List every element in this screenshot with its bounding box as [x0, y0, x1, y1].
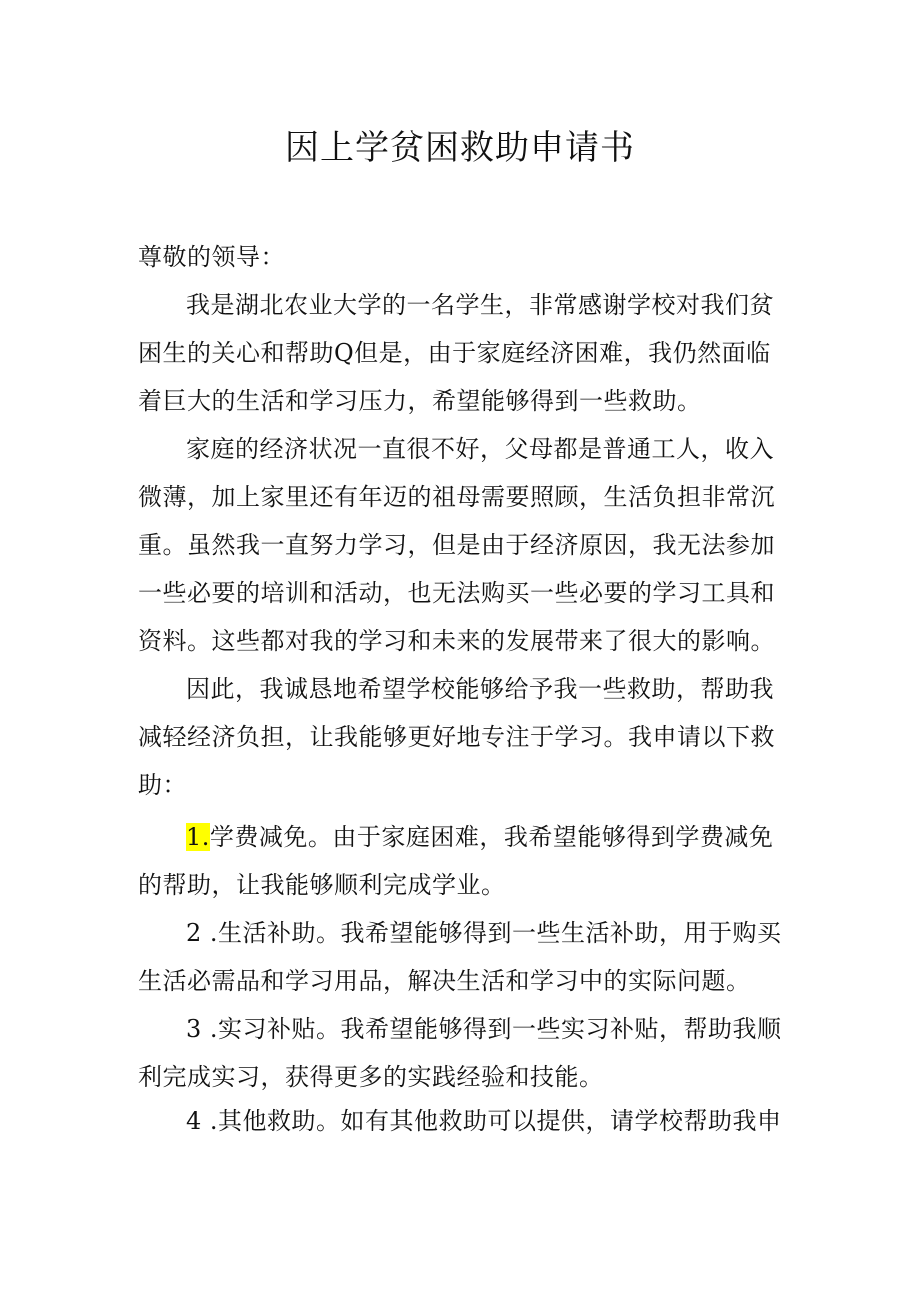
paragraph-2-line-1: 家庭的经济状况一直很不好，父母都是普通工人，收入 — [186, 435, 774, 463]
document-title: 因上学贫困救助申请书 — [285, 128, 635, 168]
list-item-text: 学费减免。由于家庭困难，我希望能够得到学费减免 — [209, 823, 774, 851]
paragraph-3-line-1: 因此，我诚恳地希望学校能够给予我一些救助，帮助我 — [186, 675, 774, 703]
paragraph-2-line-5: 资料。这些都对我的学习和未来的发展带来了很大的影响。 — [138, 627, 775, 655]
paragraph-1-line-1: 我是湖北农业大学的一名学生，非常感谢学校对我们贫 — [186, 291, 774, 319]
list-item-1-line-1 — [138, 820, 788, 854]
salutation: 尊敬的领导： — [138, 243, 285, 271]
paragraph-3-line-2: 减轻经济负担，让我能够更好地专注于学习。我申请以下救 — [138, 723, 775, 751]
paragraph-1-line-2: 困生的关心和帮助Q但是，由于家庭经济困难，我仍然面临 — [138, 339, 771, 367]
list-item-2-line-2: 生活必需品和学习用品，解决生活和学习中的实际问题。 — [138, 967, 751, 995]
list-item-number: 2 . — [186, 919, 219, 947]
list-item-number: 3 . — [186, 1015, 219, 1043]
paragraph-2-line-2: 微薄，加上家里还有年迈的祖母需要照顾，生活负担非常沉 — [138, 483, 775, 511]
list-item-4-line-1 — [138, 1104, 788, 1138]
list-item-1-line-2: 的帮助，让我能够顺利完成学业。 — [138, 871, 506, 899]
list-item-text: 其他救助。如有其他救助可以提供，请学校帮助我申 — [218, 1107, 782, 1135]
list-item-text: 生活补助。我希望能够得到一些生活补助，用于购买 — [218, 919, 782, 947]
paragraph-2-line-4: 一些必要的培训和活动，也无法购买一些必要的学习工具和 — [138, 579, 775, 607]
list-item-3-line-1 — [138, 1012, 788, 1046]
list-item-number: 4 . — [186, 1107, 219, 1135]
paragraph-1-line-3: 着巨大的生活和学习压力，希望能够得到一些救助。 — [138, 387, 702, 415]
list-item-number-highlight: 1. — [186, 823, 210, 851]
list-item-2-line-1 — [138, 916, 788, 950]
paragraph-3-line-3: 助： — [138, 771, 187, 799]
list-item-3-line-2: 利完成实习，获得更多的实践经验和技能。 — [138, 1063, 604, 1091]
paragraph-2-line-3: 重。虽然我一直努力学习，但是由于经济原因，我无法参加 — [138, 531, 775, 559]
list-item-text: 实习补贴。我希望能够得到一些实习补贴，帮助我顺 — [218, 1015, 782, 1043]
